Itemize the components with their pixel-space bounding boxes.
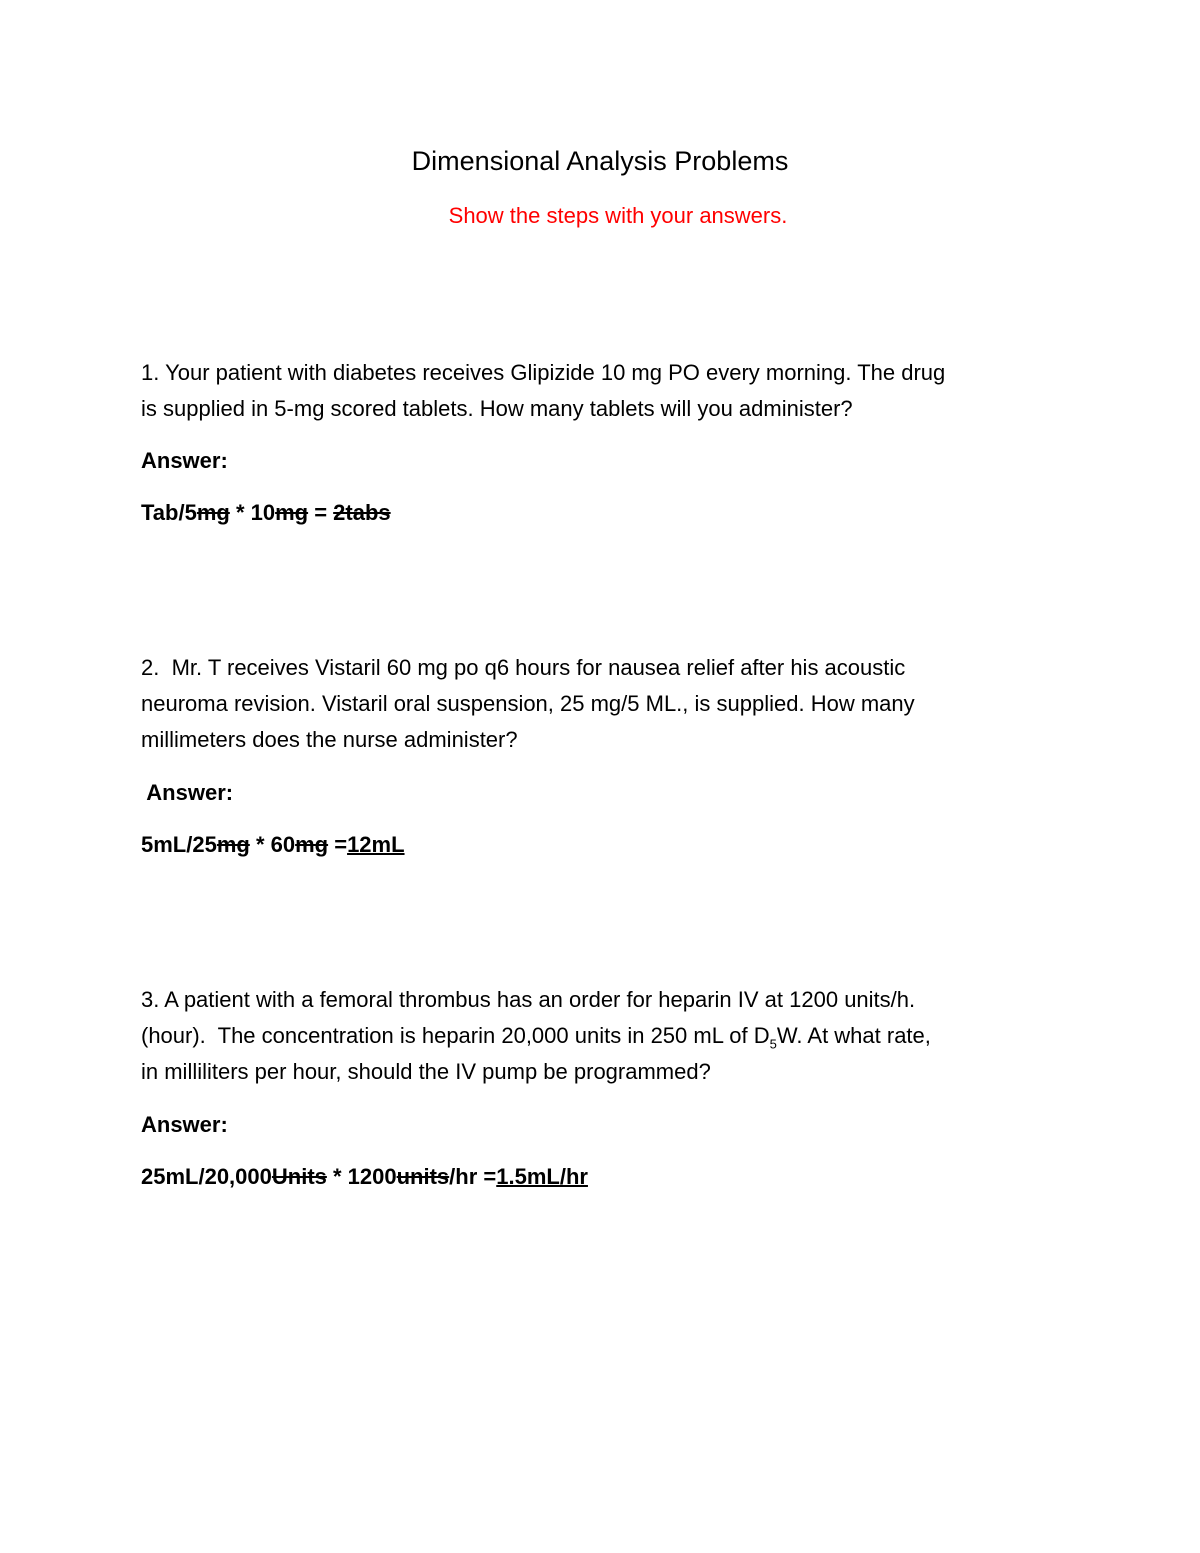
subscript-5: 5 bbox=[769, 1036, 777, 1052]
solution-part: * 60 bbox=[249, 832, 296, 857]
problem-3-text-line-2-main: (hour). The concentration is heparin 20,000 units in 250 mL of D bbox=[141, 1023, 770, 1048]
solution-part: = bbox=[328, 832, 348, 857]
problem-3-text-line-3: in milliliters per hour, should the IV pump be programmed? bbox=[141, 1059, 711, 1084]
solution-part: 25mL/20,000 bbox=[141, 1164, 272, 1189]
solution-part: /hr = bbox=[449, 1164, 497, 1189]
cancelled-unit: mg bbox=[275, 500, 309, 525]
problem-3-solution bbox=[141, 1162, 588, 1192]
cancelled-unit: mg bbox=[196, 500, 230, 525]
cancelled-unit: mg bbox=[295, 832, 329, 857]
problem-3-text-line-1: 3. A patient with a femoral thrombus has an order for heparin IV at 1200 units/h. bbox=[141, 987, 916, 1012]
problem-2-text-line-3: millimeters does the nurse administer? bbox=[141, 727, 518, 752]
cancelled-unit: Units bbox=[271, 1164, 327, 1189]
problem-2-text-line-2: neuroma revision. Vistaril oral suspension, 25 mg/5 ML., is supplied. How many bbox=[141, 691, 915, 716]
problem-3-text-line-2-end: W. At what rate, bbox=[776, 1023, 931, 1048]
instruction-text: Show the steps with your answers. bbox=[448, 203, 788, 228]
problem-1-text-line-1: 1. Your patient with diabetes receives Glipizide 10 mg PO every morning. The drug bbox=[141, 360, 946, 385]
solution-result: 12mL bbox=[347, 832, 405, 857]
problem-2-solution bbox=[141, 830, 405, 860]
problem-1-text-line-2: is supplied in 5-mg scored tablets. How many tablets will you administer? bbox=[141, 396, 853, 421]
cancelled-unit: mg bbox=[216, 832, 250, 857]
solution-part: 5mL/25 bbox=[141, 832, 217, 857]
problem-1-solution bbox=[141, 498, 391, 528]
solution-result: 1.5mL/hr bbox=[496, 1164, 588, 1189]
problem-3-answer-label: Answer: bbox=[141, 1112, 228, 1137]
problem-3-text-line-2 bbox=[141, 1021, 931, 1051]
solution-part: * 1200 bbox=[326, 1164, 397, 1189]
page-title: Dimensional Analysis Problems bbox=[411, 146, 789, 176]
problem-1-answer-label: Answer: bbox=[141, 448, 228, 473]
problem-2-text-line-1: 2. Mr. T receives Vistaril 60 mg po q6 hours for nausea relief after his acoustic bbox=[141, 655, 906, 680]
problem-2-answer-label: Answer: bbox=[141, 780, 234, 805]
cancelled-result: 2tabs bbox=[333, 500, 391, 525]
solution-part: * 10 bbox=[229, 500, 276, 525]
solution-part: = bbox=[308, 500, 334, 525]
cancelled-unit: units bbox=[396, 1164, 450, 1189]
solution-part: Tab/5 bbox=[141, 500, 197, 525]
